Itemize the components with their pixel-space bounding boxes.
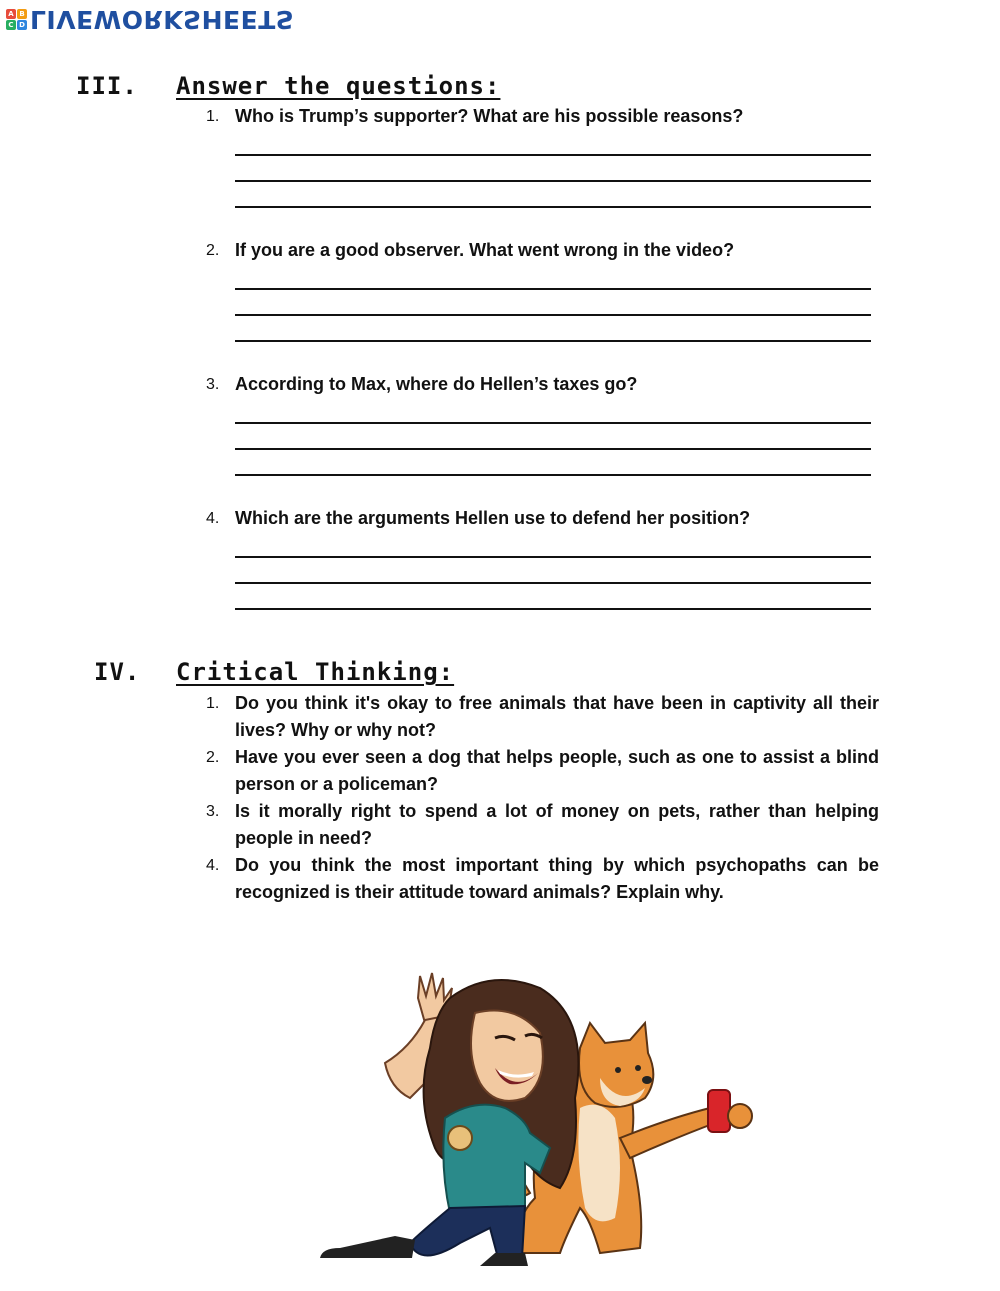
critical-item: 2. Have you ever seen a dog that helps people, such as one to assist a blind person or a policeman?	[206, 747, 879, 794]
section-3-heading	[76, 72, 500, 100]
section-3-numeral: III.	[76, 72, 138, 100]
section-3-title: Answer the questions:	[176, 72, 501, 100]
question-item: 3. According to Max, where do Hellen’s taxes go?	[235, 371, 871, 505]
critical-item-text: Do you think it's okay to free animals that have been in captivity all their lives? Why or why not?	[235, 693, 879, 740]
critical-item-text: Have you ever seen a dog that helps people, such as one to assist a blind person or a policeman?	[235, 747, 879, 794]
answer-line[interactable]	[235, 155, 871, 182]
answer-line[interactable]	[235, 449, 871, 476]
selfie-illustration	[300, 968, 770, 1268]
answer-line[interactable]	[235, 129, 871, 156]
answer-line[interactable]	[235, 557, 871, 584]
question-item: 2. If you are a good observer. What went wrong in the video?	[235, 237, 871, 371]
answer-line[interactable]	[235, 397, 871, 424]
critical-item-text: Do you think the most important thing by which psychopaths can be recognized is their attitude toward animals? Explain why.	[235, 855, 879, 902]
logo-text: LIVEWORKSHEETS	[30, 4, 295, 34]
liveworksheets-logo	[6, 4, 294, 34]
question-text: Which are the arguments Hellen use to defend her position?	[235, 508, 751, 528]
logo-blocks-icon: A B C D	[6, 9, 27, 30]
answer-line[interactable]	[235, 181, 871, 208]
answer-line[interactable]	[235, 531, 871, 558]
question-text: Who is Trump’s supporter? What are his possible reasons?	[235, 106, 744, 126]
answer-line[interactable]	[235, 289, 871, 316]
critical-thinking-list	[206, 690, 879, 906]
critical-item: 1. Do you think it's okay to free animals that have been in captivity all their lives? Why or why not?	[206, 693, 879, 740]
answer-line[interactable]	[235, 423, 871, 450]
critical-item: 4. Do you think the most important thing by which psychopaths can be recognized is their attitude toward animals? Explain why.	[206, 855, 879, 902]
answer-line[interactable]	[235, 263, 871, 290]
answer-line[interactable]	[235, 315, 871, 342]
phone-icon	[708, 1090, 730, 1132]
answer-line[interactable]	[235, 583, 871, 610]
critical-item-text: Is it morally right to spend a lot of money on pets, rather than helping people in need?	[235, 801, 879, 848]
question-item: 1. Who is Trump’s supporter? What are his possible reasons?	[235, 103, 871, 237]
section-4-heading	[94, 658, 454, 686]
question-text: According to Max, where do Hellen’s taxes go?	[235, 374, 638, 394]
critical-item: 3. Is it morally right to spend a lot of money on pets, rather than helping people in need?	[206, 801, 879, 848]
section-4-numeral: IV.	[94, 658, 141, 686]
question-item: 4. Which are the arguments Hellen use to defend her position?	[235, 505, 871, 639]
question-text: If you are a good observer. What went wrong in the video?	[235, 240, 735, 260]
section-4-title: Critical Thinking:	[176, 658, 455, 686]
questions-list	[206, 103, 871, 639]
